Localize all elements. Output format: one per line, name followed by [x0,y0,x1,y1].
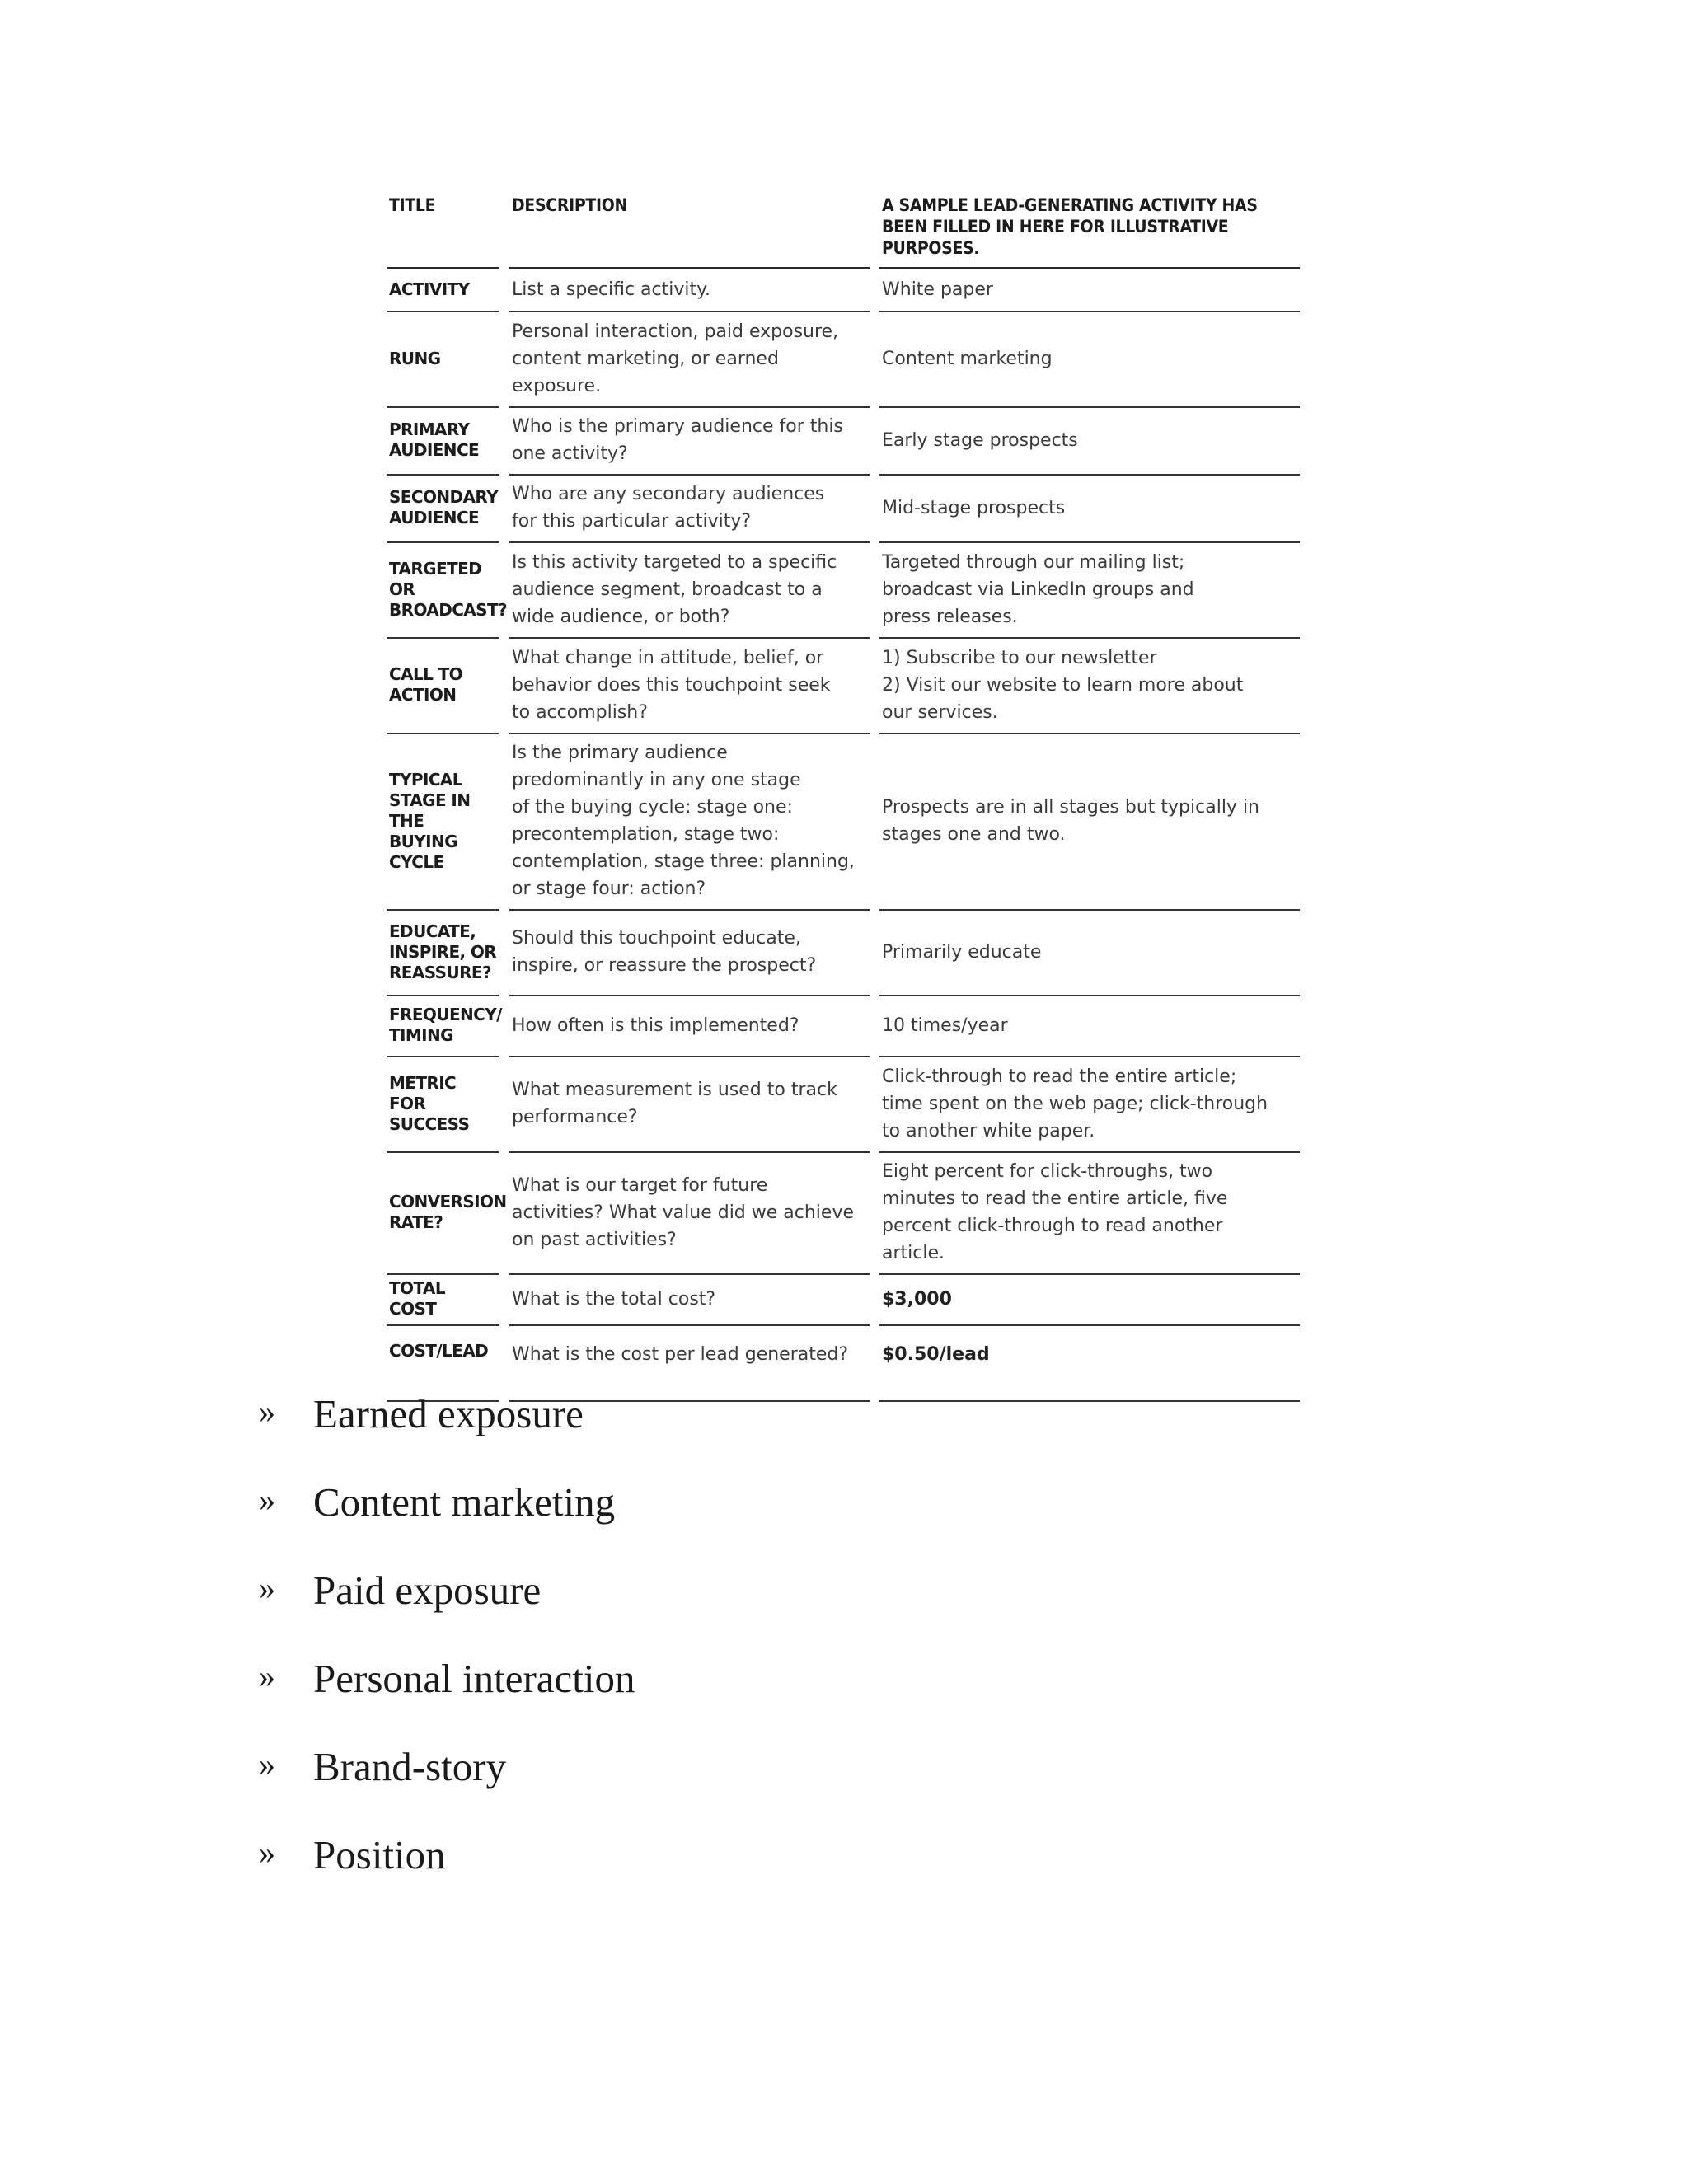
row-sample: Content marketing [879,312,1300,408]
list-item-text: Personal interaction [313,1656,635,1701]
bullet-marker: » [259,1569,275,1606]
table-row-primary-audience [387,408,1300,476]
table-row-call-to-action [387,639,1300,734]
row-description: Is the primary audience predominantly in any one stage of the buying cycle: stage one: precontemplation, stage two: contemplation, stage three: planning, or stage four: action? [509,734,870,911]
table-row-conversion-rate [387,1153,1300,1275]
row-description: Personal interaction, paid exposure, content marketing, or earned exposure. [509,312,870,408]
row-title: EDUCATE, INSPIRE, OR REASSURE? [387,911,499,996]
table-row-activity [387,269,1300,312]
row-title: CONVERSION RATE? [387,1153,499,1275]
row-sample: $0.50/lead [879,1326,1300,1402]
table-row-secondary-audience [387,476,1300,543]
list-item [259,1479,635,1568]
table-row-targeted-or-broadcast [387,543,1300,639]
row-description: What is the total cost? [509,1275,870,1326]
bullet-marker: » [259,1657,275,1694]
list-item [259,1744,635,1832]
row-sample: Eight percent for click-throughs, two minutes to read the entire article, five percent click-through to read another article. [879,1153,1300,1275]
list-item [259,1656,635,1744]
bullet-marker: » [259,1393,275,1430]
row-title: TARGETED OR BROADCAST? [387,543,499,639]
row-sample: White paper [879,269,1300,312]
row-title: TYPICAL STAGE IN THE BUYING CYCLE [387,734,499,911]
bullet-marker: » [259,1834,275,1871]
row-description: What change in attitude, belief, or behavior does this touchpoint seek to accomplish? [509,639,870,734]
bullet-marker: » [259,1481,275,1518]
list-item-text: Paid exposure [313,1568,542,1613]
list-item-text: Content marketing [313,1479,616,1525]
table-row-educate-inspire-reassure [387,911,1300,996]
table-row-frequency-timing [387,996,1300,1057]
row-title: METRIC FOR SUCCESS [387,1057,499,1153]
row-sample: Primarily educate [879,911,1300,996]
row-description: List a specific activity. [509,269,870,312]
worksheet-table-container [387,188,1300,1402]
list-item [259,1391,635,1479]
row-title: COST/LEAD [387,1326,499,1402]
row-sample: Early stage prospects [879,408,1300,476]
row-sample: 1) Subscribe to our newsletter 2) Visit our website to learn more about our services. [879,639,1300,734]
row-sample: Mid-stage prospects [879,476,1300,543]
header-title: TITLE [387,188,499,269]
table-header-row [387,188,1300,269]
header-description: DESCRIPTION [509,188,870,269]
row-title: ACTIVITY [387,269,499,312]
row-title: TOTAL COST [387,1275,499,1326]
row-title: CALL TO ACTION [387,639,499,734]
row-sample: Prospects are in all stages but typically in stages one and two. [879,734,1300,911]
row-description: What is the cost per lead generated? [509,1326,870,1402]
list-item-text: Earned exposure [313,1391,584,1436]
row-title: RUNG [387,312,499,408]
bullet-marker: » [259,1746,275,1783]
row-sample: $3,000 [879,1275,1300,1326]
row-description: What measurement is used to track performance? [509,1057,870,1153]
row-title: SECONDARY AUDIENCE [387,476,499,543]
rung-bullet-list [259,1391,635,1920]
list-item [259,1832,635,1920]
row-description: Who is the primary audience for this one activity? [509,408,870,476]
row-description: Who are any secondary audiences for this particular activity? [509,476,870,543]
row-sample: Targeted through our mailing list; broadcast via LinkedIn groups and press releases. [879,543,1300,639]
table-row-buying-cycle-stage [387,734,1300,911]
header-sample: A SAMPLE LEAD-GENERATING ACTIVITY HAS BEEN FILLED IN HERE FOR ILLUSTRATIVE PURPOSES. [879,188,1300,269]
row-title: PRIMARY AUDIENCE [387,408,499,476]
list-item [259,1568,635,1656]
row-title: FREQUENCY/ TIMING [387,996,499,1057]
row-sample: Click-through to read the entire article; time spent on the web page; click-through to another white paper. [879,1057,1300,1153]
row-description: What is our target for future activities? What value did we achieve on past activities? [509,1153,870,1275]
table-row-metric-for-success [387,1057,1300,1153]
row-sample: 10 times/year [879,996,1300,1057]
lead-activity-worksheet-table [377,188,1310,1402]
list-item-text: Position [313,1832,446,1877]
row-description: Is this activity targeted to a specific audience segment, broadcast to a wide audience, or both? [509,543,870,639]
list-item-text: Brand-story [313,1744,507,1789]
row-description: How often is this implemented? [509,996,870,1057]
table-row-total-cost [387,1275,1300,1326]
row-description: Should this touchpoint educate, inspire, or reassure the prospect? [509,911,870,996]
table-row-rung [387,312,1300,408]
